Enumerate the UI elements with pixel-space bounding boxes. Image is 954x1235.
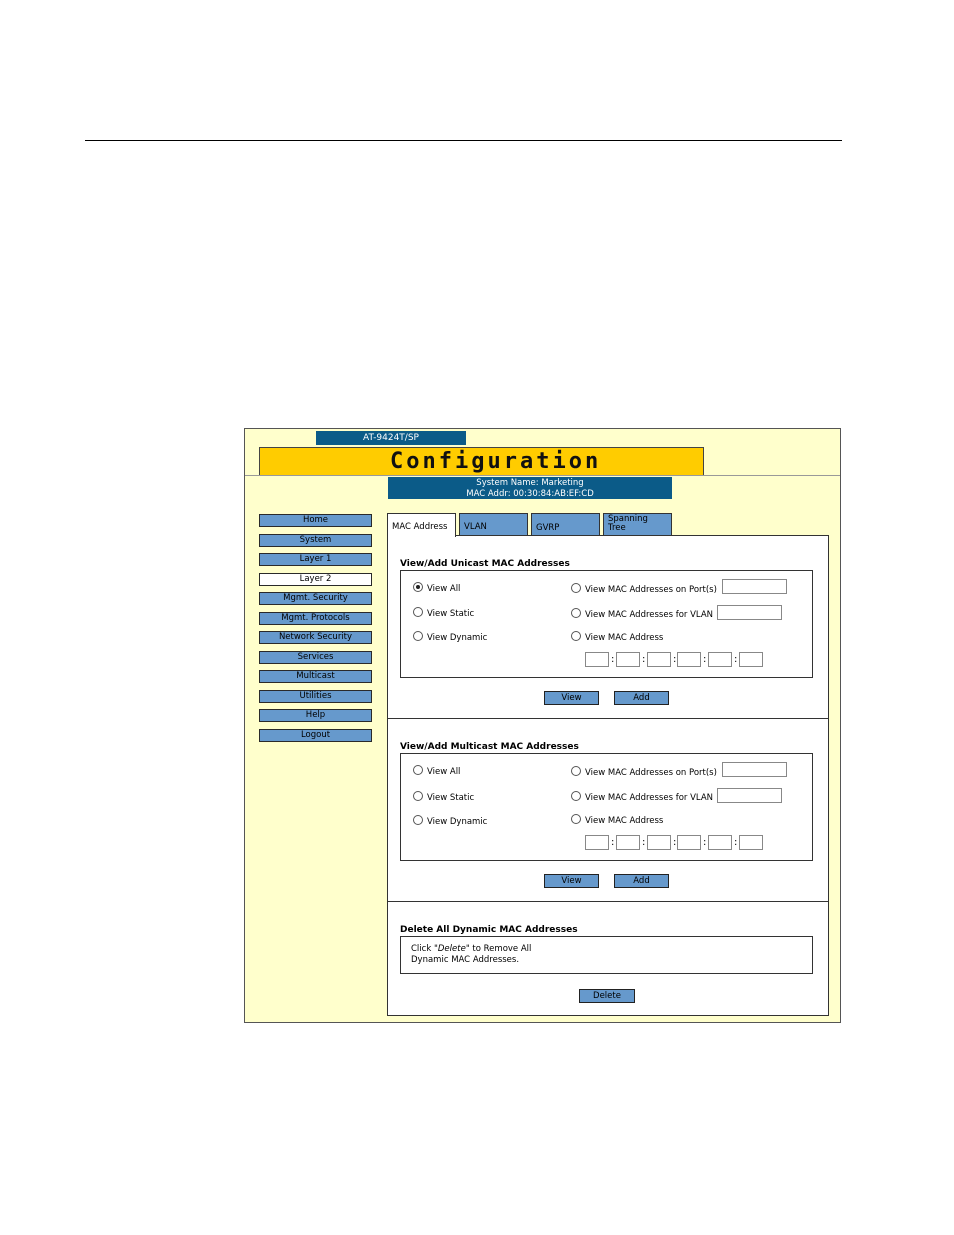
unicast-mac-octet-4[interactable] — [677, 652, 701, 667]
system-info-banner — [388, 477, 672, 499]
tab-mac-address[interactable]: MAC Address — [387, 513, 456, 537]
radio-icon[interactable] — [413, 582, 423, 592]
nav-network-security-button[interactable]: Network Security — [259, 631, 372, 644]
multicast-view-ports-label: View MAC Addresses on Port(s) — [585, 768, 717, 778]
multicast-mac-octet-2[interactable] — [616, 835, 640, 850]
unicast-view-static-label: View Static — [427, 609, 475, 619]
radio-icon[interactable] — [413, 607, 423, 617]
multicast-mac-octet-6[interactable] — [739, 835, 763, 850]
multicast-mac-octet-3[interactable] — [647, 835, 671, 850]
multicast-vlan-input[interactable] — [717, 788, 782, 803]
multicast-section-title: View/Add Multicast MAC Addresses — [400, 742, 579, 752]
radio-icon[interactable] — [571, 814, 581, 824]
header-divider — [245, 475, 840, 476]
nav-utilities-button[interactable]: Utilities — [259, 690, 372, 703]
mac-address-panel — [387, 535, 829, 1016]
tab-vlan[interactable]: VLAN — [459, 513, 528, 535]
nav-multicast-button[interactable]: Multicast — [259, 670, 372, 683]
delete-note-prefix: Click " — [411, 944, 438, 954]
delete-note-keyword: Delete — [437, 944, 466, 954]
tab-spanning-tree-line1: Spanning — [608, 514, 648, 524]
mac-address-label: MAC Addr: 00:30:84:AB:EF:CD — [466, 488, 594, 499]
tab-spanning-tree-line2: Tree — [608, 523, 626, 533]
unicast-view-dynamic-label: View Dynamic — [427, 633, 488, 643]
multicast-add-button[interactable]: Add — [614, 874, 669, 888]
unicast-options-box — [400, 570, 813, 678]
radio-icon[interactable] — [571, 791, 581, 801]
nav-system-button[interactable]: System — [259, 534, 372, 547]
multicast-view-dynamic-label: View Dynamic — [427, 817, 488, 827]
unicast-view-static-option[interactable] — [413, 607, 474, 619]
radio-icon[interactable] — [571, 631, 581, 641]
mac-separator: : — [642, 837, 646, 848]
multicast-view-mac-option[interactable] — [571, 814, 663, 826]
nav-mgmt-security-button[interactable]: Mgmt. Security — [259, 592, 372, 605]
delete-instruction-line2: Dynamic MAC Addresses. — [411, 955, 520, 965]
unicast-vlan-input[interactable] — [717, 605, 782, 620]
section-divider — [388, 901, 828, 902]
delete-button[interactable]: Delete — [579, 989, 635, 1003]
mac-separator: : — [703, 654, 707, 665]
page-title: Configuration — [259, 447, 704, 476]
unicast-section-title: View/Add Unicast MAC Addresses — [400, 559, 570, 569]
page-header-rule — [85, 140, 842, 141]
multicast-view-static-label: View Static — [427, 793, 475, 803]
unicast-view-all-option[interactable] — [413, 582, 460, 594]
section-divider — [388, 718, 828, 719]
multicast-options-box — [400, 753, 813, 861]
mac-separator: : — [642, 654, 646, 665]
model-label: AT-9424T/SP — [316, 431, 466, 445]
delete-note-suffix: " to Remove All — [465, 944, 532, 954]
unicast-view-vlan-option[interactable] — [571, 608, 713, 620]
radio-icon[interactable] — [413, 765, 423, 775]
unicast-view-mac-option[interactable] — [571, 631, 663, 643]
nav-mgmt-protocols-button[interactable]: Mgmt. Protocols — [259, 612, 372, 625]
multicast-mac-octet-1[interactable] — [585, 835, 609, 850]
unicast-mac-octet-2[interactable] — [616, 652, 640, 667]
radio-icon[interactable] — [413, 631, 423, 641]
multicast-ports-input[interactable] — [722, 762, 787, 777]
tab-gvrp[interactable]: GVRP — [531, 513, 600, 535]
unicast-view-vlan-label: View MAC Addresses for VLAN — [585, 610, 714, 620]
nav-home-button[interactable]: Home — [259, 514, 372, 527]
unicast-view-button[interactable]: View — [544, 691, 599, 705]
delete-instruction — [411, 944, 531, 966]
unicast-mac-octet-6[interactable] — [739, 652, 763, 667]
mac-separator: : — [734, 654, 738, 665]
multicast-view-dynamic-option[interactable] — [413, 815, 487, 827]
unicast-ports-input[interactable] — [722, 579, 787, 594]
multicast-mac-octet-4[interactable] — [677, 835, 701, 850]
nav-help-button[interactable]: Help — [259, 709, 372, 722]
multicast-view-static-option[interactable] — [413, 791, 474, 803]
mac-separator: : — [703, 837, 707, 848]
multicast-mac-octet-5[interactable] — [708, 835, 732, 850]
unicast-view-mac-label: View MAC Address — [585, 633, 664, 643]
delete-instruction-line1 — [411, 944, 531, 955]
mac-separator: : — [673, 837, 677, 848]
unicast-view-ports-label: View MAC Addresses on Port(s) — [585, 585, 717, 595]
radio-icon[interactable] — [571, 608, 581, 618]
multicast-view-button[interactable]: View — [544, 874, 599, 888]
system-name: System Name: Marketing — [476, 478, 584, 488]
nav-layer1-button[interactable]: Layer 1 — [259, 553, 372, 566]
radio-icon[interactable] — [571, 766, 581, 776]
delete-info-box — [400, 936, 813, 974]
radio-icon[interactable] — [413, 791, 423, 801]
multicast-view-all-option[interactable] — [413, 765, 460, 777]
multicast-view-ports-option[interactable] — [571, 766, 717, 778]
unicast-mac-octet-3[interactable] — [647, 652, 671, 667]
radio-icon[interactable] — [571, 583, 581, 593]
mac-separator: : — [734, 837, 738, 848]
nav-services-button[interactable]: Services — [259, 651, 372, 664]
radio-icon[interactable] — [413, 815, 423, 825]
nav-layer2-button[interactable]: Layer 2 — [259, 573, 372, 586]
multicast-view-vlan-option[interactable] — [571, 791, 713, 803]
delete-section-title: Delete All Dynamic MAC Addresses — [400, 925, 578, 935]
unicast-add-button[interactable]: Add — [614, 691, 669, 705]
unicast-view-dynamic-option[interactable] — [413, 631, 487, 643]
tab-spanning-tree[interactable] — [603, 513, 672, 535]
mac-separator: : — [611, 654, 615, 665]
unicast-view-ports-option[interactable] — [571, 583, 717, 595]
multicast-view-vlan-label: View MAC Addresses for VLAN — [585, 793, 714, 803]
mac-separator: : — [673, 654, 677, 665]
unicast-mac-octet-1[interactable] — [585, 652, 609, 667]
screenshot-frame — [244, 428, 841, 1023]
mac-separator: : — [611, 837, 615, 848]
unicast-mac-octet-5[interactable] — [708, 652, 732, 667]
multicast-view-all-label: View All — [427, 767, 461, 777]
nav-logout-button[interactable]: Logout — [259, 729, 372, 742]
unicast-view-all-label: View All — [427, 584, 461, 594]
multicast-view-mac-label: View MAC Address — [585, 816, 664, 826]
